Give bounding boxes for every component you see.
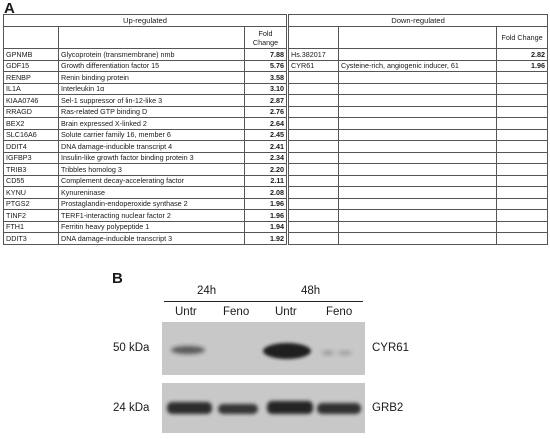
up-fold-change-value: 2.41 xyxy=(245,141,287,153)
blank-cell xyxy=(497,233,548,245)
up-fold-change-value: 1.96 xyxy=(245,198,287,210)
down-gene-symbol: Hs.382017 xyxy=(289,49,339,61)
cyr61-blot-strip xyxy=(162,322,365,375)
blank-cell xyxy=(289,152,339,164)
blank-cell xyxy=(339,72,497,84)
blank-cell xyxy=(497,95,548,107)
up-fold-change-value: 7.88 xyxy=(245,49,287,61)
table-row xyxy=(4,210,548,222)
up-fold-change-value: 2.45 xyxy=(245,129,287,141)
up-gene-symbol: IL1A xyxy=(4,83,59,95)
panel-label-a: A xyxy=(4,0,15,17)
cyr61-band-feno-48h-faint xyxy=(322,351,334,356)
up-gene-symbol: DDIT4 xyxy=(4,141,59,153)
up-gene-description: Glycoprotein (transmembrane) nmb xyxy=(59,49,245,61)
up-gene-symbol: KIAA0746 xyxy=(4,95,59,107)
down-gene-symbol: CYR61 xyxy=(289,60,339,72)
blank-cell xyxy=(289,187,339,199)
blank-cell xyxy=(339,175,497,187)
blank-cell xyxy=(339,83,497,95)
gene-expression-table xyxy=(3,14,548,245)
cyr61-band-untr-24h xyxy=(171,346,205,354)
up-gene-description: Brain expressed X-linked 2 xyxy=(59,118,245,130)
up-gene-symbol: RRAGD xyxy=(4,106,59,118)
blank-cell xyxy=(59,27,245,49)
blank-cell xyxy=(289,198,339,210)
up-gene-symbol: IGFBP3 xyxy=(4,152,59,164)
grb2-band-feno-24h xyxy=(218,404,258,414)
marker-24kda-label: 24 kDa xyxy=(113,402,150,414)
blank-cell xyxy=(4,27,59,49)
blank-cell xyxy=(289,221,339,233)
grb2-band-untr-24h xyxy=(167,402,212,414)
up-gene-symbol: GDF15 xyxy=(4,60,59,72)
blank-cell xyxy=(497,141,548,153)
up-gene-symbol: SLC16A6 xyxy=(4,129,59,141)
grb2-blot-strip xyxy=(162,383,365,433)
blank-cell xyxy=(289,164,339,176)
blank-cell xyxy=(339,152,497,164)
blank-cell xyxy=(339,95,497,107)
up-fold-change-value: 2.08 xyxy=(245,187,287,199)
up-fold-change-value: 2.11 xyxy=(245,175,287,187)
cyr61-band-untr-48h xyxy=(263,343,311,359)
protein-label-cyr61: CYR61 xyxy=(372,342,410,354)
up-gene-description: DNA damage-inducible transcript 4 xyxy=(59,141,245,153)
up-gene-description: Solute carrier family 16, member 6 xyxy=(59,129,245,141)
blank-cell xyxy=(289,106,339,118)
grb2-band-feno-48h xyxy=(317,403,361,414)
blank-cell xyxy=(289,129,339,141)
up-gene-symbol: KYNU xyxy=(4,187,59,199)
blank-cell xyxy=(289,210,339,222)
up-gene-symbol: FTH1 xyxy=(4,221,59,233)
up-gene-symbol: TINF2 xyxy=(4,210,59,222)
blank-cell xyxy=(497,164,548,176)
blank-cell xyxy=(497,106,548,118)
timepoint-48h-underline xyxy=(266,301,363,302)
blank-cell xyxy=(339,27,497,49)
timepoint-24h-underline xyxy=(164,301,267,302)
grb2-band-untr-48h xyxy=(267,401,313,414)
up-gene-symbol: TRIB3 xyxy=(4,164,59,176)
table-row xyxy=(4,83,548,95)
timepoint-24h-label: 24h xyxy=(197,285,217,297)
up-gene-symbol: DDIT3 xyxy=(4,233,59,245)
table-row xyxy=(4,72,548,84)
table-row xyxy=(4,198,548,210)
up-gene-description: DNA damage-inducible transcript 3 xyxy=(59,233,245,245)
table-row xyxy=(4,187,548,199)
blank-cell xyxy=(289,27,339,49)
lane-label-untr-48h: Untr xyxy=(275,306,297,318)
table-row xyxy=(4,221,548,233)
up-gene-description: Prostaglandin-endoperoxide synthase 2 xyxy=(59,198,245,210)
up-gene-symbol: CD55 xyxy=(4,175,59,187)
up-gene-description: TERF1-interacting nuclear factor 2 xyxy=(59,210,245,222)
blank-cell xyxy=(497,118,548,130)
blank-cell xyxy=(289,83,339,95)
blank-cell xyxy=(339,233,497,245)
up-gene-description: Interleukin 1α xyxy=(59,83,245,95)
table-group-header-row xyxy=(4,15,548,27)
up-fold-change-header: Fold Change xyxy=(245,27,287,49)
down-gene-description: Cysteine-rich, angiogenic inducer, 61 xyxy=(339,60,497,72)
blank-cell xyxy=(497,210,548,222)
table-row xyxy=(4,118,548,130)
up-gene-description: Complement decay-accelerating factor xyxy=(59,175,245,187)
up-gene-description: Ferritin heavy polypeptide 1 xyxy=(59,221,245,233)
down-fold-change-header: Fold Change xyxy=(497,27,548,49)
cyr61-band-feno-48h-faint-2 xyxy=(338,351,352,356)
blank-cell xyxy=(497,152,548,164)
table-row xyxy=(4,60,548,72)
lane-label-feno-24h: Feno xyxy=(223,306,250,318)
down-fold-change-value: 2.82 xyxy=(497,49,548,61)
blank-cell xyxy=(289,118,339,130)
table-row xyxy=(4,106,548,118)
blank-cell xyxy=(497,72,548,84)
up-fold-change-value: 3.58 xyxy=(245,72,287,84)
up-gene-symbol: PTGS2 xyxy=(4,198,59,210)
blank-cell xyxy=(339,106,497,118)
up-gene-description: Renin binding protein xyxy=(59,72,245,84)
panel-label-b: B xyxy=(112,270,123,287)
blank-cell xyxy=(339,164,497,176)
protein-label-grb2: GRB2 xyxy=(372,402,404,414)
up-fold-change-value: 2.64 xyxy=(245,118,287,130)
marker-50kda-label: 50 kDa xyxy=(113,342,150,354)
up-fold-change-value: 1.96 xyxy=(245,210,287,222)
table-row xyxy=(4,129,548,141)
blank-cell xyxy=(289,175,339,187)
blank-cell xyxy=(339,210,497,222)
up-fold-change-value: 1.94 xyxy=(245,221,287,233)
blank-cell xyxy=(339,129,497,141)
up-gene-description: Insulin-like growth factor binding protein 3 xyxy=(59,152,245,164)
up-fold-change-value: 5.76 xyxy=(245,60,287,72)
down-regulated-header: Down-regulated xyxy=(289,15,548,27)
up-fold-change-value: 2.34 xyxy=(245,152,287,164)
down-gene-description xyxy=(339,49,497,61)
blank-cell xyxy=(497,129,548,141)
down-fold-change-value: 1.96 xyxy=(497,60,548,72)
up-gene-description: Growth differentiation factor 15 xyxy=(59,60,245,72)
up-fold-change-value: 1.92 xyxy=(245,233,287,245)
table-row xyxy=(4,141,548,153)
up-gene-symbol: GPNMB xyxy=(4,49,59,61)
table-row xyxy=(4,49,548,61)
blank-cell xyxy=(339,221,497,233)
blank-cell xyxy=(289,72,339,84)
table-row xyxy=(4,175,548,187)
up-fold-change-value: 2.87 xyxy=(245,95,287,107)
blank-cell xyxy=(339,198,497,210)
up-gene-description: Ras-related GTP binding D xyxy=(59,106,245,118)
up-gene-symbol: BEX2 xyxy=(4,118,59,130)
blank-cell xyxy=(289,95,339,107)
up-gene-description: Kynureninase xyxy=(59,187,245,199)
up-gene-description: Sel-1 suppressor of lin-12-like 3 xyxy=(59,95,245,107)
table-row xyxy=(4,233,548,245)
blank-cell xyxy=(497,187,548,199)
blank-cell xyxy=(339,141,497,153)
up-regulated-header: Up-regulated xyxy=(4,15,287,27)
blank-cell xyxy=(339,187,497,199)
blank-cell xyxy=(497,221,548,233)
lane-label-untr-24h: Untr xyxy=(175,306,197,318)
blank-cell xyxy=(339,118,497,130)
up-fold-change-value: 3.10 xyxy=(245,83,287,95)
blank-cell xyxy=(497,198,548,210)
blank-cell xyxy=(497,83,548,95)
table-row xyxy=(4,152,548,164)
table-row xyxy=(4,164,548,176)
table-row xyxy=(4,95,548,107)
blank-cell xyxy=(497,175,548,187)
blank-cell xyxy=(289,141,339,153)
blank-cell xyxy=(289,233,339,245)
up-gene-symbol: RENBP xyxy=(4,72,59,84)
up-gene-description: Tribbles homolog 3 xyxy=(59,164,245,176)
timepoint-48h-label: 48h xyxy=(301,285,321,297)
up-fold-change-value: 2.76 xyxy=(245,106,287,118)
fold-change-header-row xyxy=(4,27,548,49)
lane-label-feno-48h: Feno xyxy=(326,306,353,318)
up-fold-change-value: 2.20 xyxy=(245,164,287,176)
